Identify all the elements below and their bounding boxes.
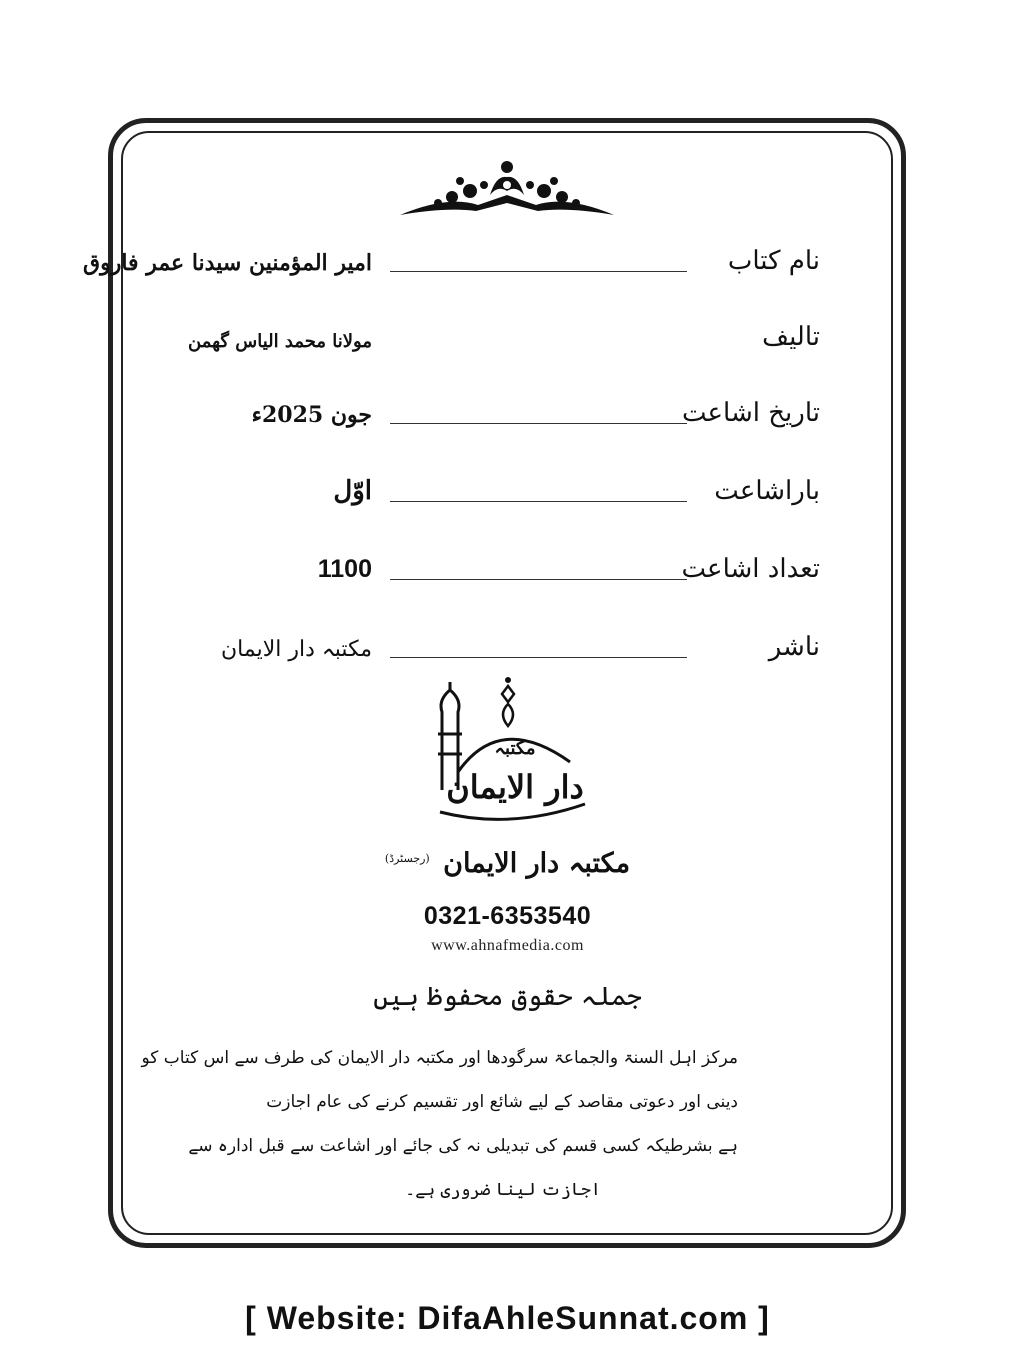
- maktaba-dar-ul-iman-logo: [420, 672, 600, 832]
- author-value: مولانا محمد الیاس گھمن: [188, 331, 372, 352]
- publication-date-label: تاریخ اشاعت: [682, 398, 820, 428]
- divider: [390, 271, 687, 272]
- divider: [390, 423, 687, 424]
- publisher-brand: [0, 848, 1015, 879]
- author-label: تالیف: [762, 322, 820, 352]
- detail-row-edition: [200, 468, 820, 512]
- logo-top-text: مکتبہ: [494, 738, 536, 759]
- publication-date-value: جون 2025ء: [251, 402, 372, 428]
- detail-row-publisher: [200, 624, 820, 668]
- copyright-title: جملہ حقوق محفوظ ہیں: [373, 982, 642, 1012]
- quantity-value: 1100: [317, 555, 372, 583]
- detail-row-quantity: [200, 546, 820, 590]
- copyright-line: دینی اور دعوتی مقاصد کے لیے شائع اور تقسیم کرنے کی عام اجازت: [266, 1092, 738, 1112]
- publisher-phone: 0321-6353540: [423, 902, 592, 930]
- ornament-icon: [398, 155, 616, 219]
- book-name-label: نام کتاب: [727, 246, 820, 276]
- footer-website: [ Website: DifaAhleSunnat.com ]: [245, 1300, 770, 1336]
- copyright-line: ہے بشرطیکہ کسی قسم کی تبدیلی نہ کی جائے اور اشاعت سے قبل ادارہ سے: [188, 1136, 738, 1156]
- detail-row-publication-date: [200, 390, 820, 434]
- edition-label: باراشاعت: [714, 476, 820, 506]
- publisher-value: مکتبہ دار الایمان: [221, 637, 372, 662]
- detail-row-book-name: [83, 238, 820, 282]
- copyright-line: مرکز اہل السنۃ والجماعۃ سرگودھا اور مکتبہ دار الایمان کی طرف سے اس کتاب کو: [141, 1048, 738, 1068]
- divider: [390, 501, 687, 502]
- divider: [390, 579, 687, 580]
- detail-row-author: [188, 314, 820, 358]
- publisher-website: www.ahnafmedia.com: [431, 937, 584, 954]
- quantity-label: تعداد اشاعت: [681, 554, 820, 584]
- publisher-brand-name: مکتبہ دار الایمان: [443, 848, 631, 879]
- publisher-label: ناشر: [768, 632, 820, 662]
- book-name-value: امیر المؤمنین سیدنا عمر فاروق: [83, 250, 372, 276]
- registered-mark: (رجسٹرڈ): [384, 852, 430, 865]
- edition-value: اوّل: [333, 476, 372, 506]
- copyright-line: اجازت لینا ضروری ہے۔: [405, 1180, 601, 1200]
- logo-main-text: دار الایمان: [446, 768, 584, 806]
- divider: [390, 657, 687, 658]
- copyright-paragraph: [141, 1036, 738, 1212]
